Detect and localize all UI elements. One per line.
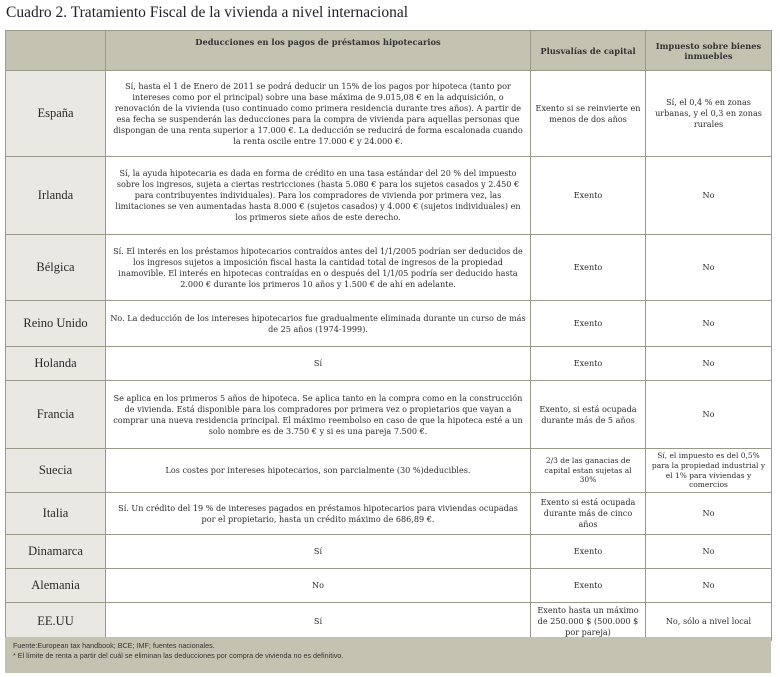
table-title: Cuadro 2. Tratamiento Fiscal de la vivienda a nivel internacional: [6, 4, 409, 21]
plusvalias-cell: Exento hasta un máximo de 250.000 $ (500.000 $ por pareja): [531, 603, 646, 641]
source-note: Fuente:European tax handbook; BCE; IMF; fuentes nacionales.: [13, 641, 215, 650]
table-row: [6, 493, 772, 535]
plusvalias-cell: 2/3 de las ganacias de capital estan sujetas al 30%: [531, 449, 646, 493]
deducciones-cell: Los costes por intereses hipotecarios, son parcialmente (30 %)deducibles.: [106, 449, 531, 493]
deducciones-cell: Se aplica en los primeros 5 años de hipoteca. Se aplica tanto en la compra como en la construcción de vivienda. Está disponible para los compradores por primera vez o propietarios que vayan a comprar una nueva residencia principal. El máximo reembolso en caso de que la hipoteca esté a un solo nombre es de 3.750 € y si es una pareja 7.500 €.: [106, 381, 531, 449]
country-cell: Alemania: [6, 569, 106, 603]
impuesto-cell: No: [646, 235, 772, 301]
table-row: [6, 449, 772, 493]
deducciones-cell: Sí, hasta el 1 de Enero de 2011 se podrá deducir un 15% de los pagos por hipoteca (tanto por intereses como por el principal) sobre una base máxima de 9.015,08 € en la adquisición, o renovación de la vivienda (uso continuado como primera residencia durante tres años). A partir de esa fecha se suspenderán las deducciones para la compra de vivienda para aquellas personas que dispongan de una renta superior a 17.000 €. La deducción se reducirá de forma escalonada cuando la renta oscile entre 17.000 € y 24.000 €.: [106, 71, 531, 157]
deducciones-cell: Sí: [106, 603, 531, 641]
country-cell: Irlanda: [6, 157, 106, 235]
impuesto-cell: No: [646, 381, 772, 449]
impuesto-cell: Sí, el impuesto es del 0,5% para la propiedad industrial y el 1% para viviendas y comercios: [646, 449, 772, 493]
footnote: * El límite de renta a partir del cuál se eliminan las deducciones por compra de vivienda no es definitivo.: [13, 651, 344, 660]
table-row: [6, 569, 772, 603]
plusvalias-cell: Exento si está ocupada durante más de cinco años: [531, 493, 646, 535]
table-row: [6, 603, 772, 641]
plusvalias-cell: Exento: [531, 235, 646, 301]
plusvalias-cell: Exento: [531, 535, 646, 569]
country-cell: Reino Unido: [6, 301, 106, 347]
impuesto-cell: No: [646, 569, 772, 603]
header-deducciones: Deducciones en los pagos de préstamos hipotecarios: [106, 31, 531, 71]
plusvalias-cell: Exento, si está ocupada durante más de 5 años: [531, 381, 646, 449]
country-cell: España: [6, 71, 106, 157]
table-row: [6, 301, 772, 347]
table-row: [6, 235, 772, 301]
plusvalias-cell: Exento: [531, 347, 646, 381]
deducciones-cell: Sí, la ayuda hipotecaria es dada en forma de crédito en una tasa estándar del 20 % del impuesto sobre los ingresos, sujeta a ciertas restricciones (hasta 5.080 € para los sujetos casados y 2.450 € para contribuyentes individuales). Para los compradores de vivienda por primera vez, las limitaciones se ven aumentadas hasta 8.000 € (sujetos casados) y 4.000 € (sujetos individuales) en los primeros siete años de este derecho.: [106, 157, 531, 235]
table-row: [6, 347, 772, 381]
plusvalias-cell: Exento si se reinvierte en menos de dos años: [531, 71, 646, 157]
deducciones-cell: Sí: [106, 347, 531, 381]
country-cell: Bélgica: [6, 235, 106, 301]
table-row: [6, 71, 772, 157]
header-impuesto: Impuesto sobre bienes inmuebles: [646, 31, 772, 71]
plusvalias-cell: Exento: [531, 569, 646, 603]
deducciones-cell: Sí. El interés en los préstamos hipotecarios contraídos antes del 1/1/2005 podrían ser deducidos de los ingresos sujetos a imposición fiscal hasta la cantidad total de ingresos de la propiedad inamovible. El interés en hipotecas contraídas en o después del 1/1/05 podría ser deducido hasta 2.000 € durante los primeros 10 años y 1.500 € de ahí en adelante.: [106, 235, 531, 301]
country-cell: EE.UU: [6, 603, 106, 641]
impuesto-cell: No: [646, 493, 772, 535]
table-footer: [5, 637, 771, 673]
plusvalias-cell: Exento: [531, 157, 646, 235]
impuesto-cell: No: [646, 535, 772, 569]
impuesto-cell: No, sólo a nivel local: [646, 603, 772, 641]
tax-treatment-table: [5, 30, 772, 641]
header-plusvalias: Plusvalías de capital: [531, 31, 646, 71]
deducciones-cell: Sí. Un crédito del 19 % de intereses pagados en préstamos hipotecarios para viviendas ocupadas por el propietario, hasta un crédito máximo de 686,89 €.: [106, 493, 531, 535]
table-row: [6, 381, 772, 449]
table-row: [6, 157, 772, 235]
impuesto-cell: No: [646, 347, 772, 381]
country-cell: Suecia: [6, 449, 106, 493]
deducciones-cell: No. La deducción de los intereses hipotecarios fue gradualmente eliminada durante un curso de más de 25 años (1974-1999).: [106, 301, 531, 347]
impuesto-cell: No: [646, 301, 772, 347]
header-row: [6, 31, 772, 71]
header-country: [6, 31, 106, 71]
country-cell: Italia: [6, 493, 106, 535]
table-row: [6, 535, 772, 569]
deducciones-cell: No: [106, 569, 531, 603]
country-cell: Dinamarca: [6, 535, 106, 569]
plusvalias-cell: Exento: [531, 301, 646, 347]
country-cell: Holanda: [6, 347, 106, 381]
impuesto-cell: Sí, el 0,4 % en zonas urbanas, y el 0,3 en zonas rurales: [646, 71, 772, 157]
deducciones-cell: Sí: [106, 535, 531, 569]
impuesto-cell: No: [646, 157, 772, 235]
country-cell: Francia: [6, 381, 106, 449]
